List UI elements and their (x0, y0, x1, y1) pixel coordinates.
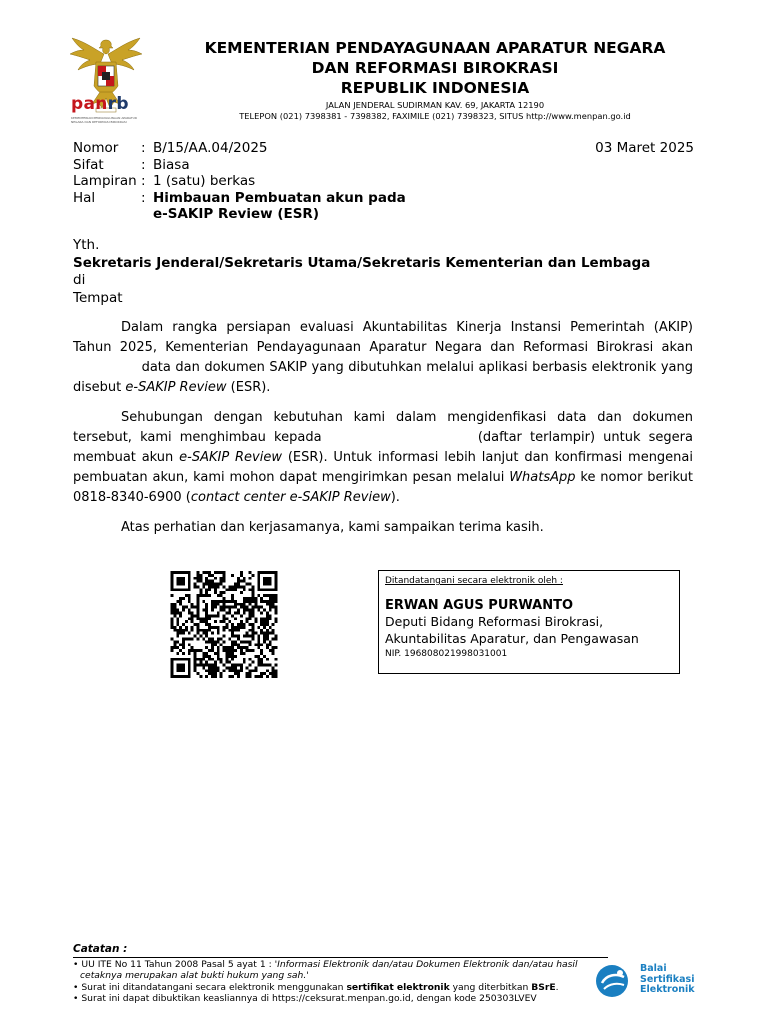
note-item-3: • Surat ini dapat dibuktikan keasliannya di https://ceksurat.menpan.go.id, dengan kode 250303LVEV (73, 993, 537, 1004)
p1-text-b: data dan dokumen SAKIP yang dibutuhkan melalui aplikasi berbasis elektronik yang disebut (73, 360, 693, 395)
notes-title: Catatan : (73, 943, 128, 955)
brand-pan: pan (71, 94, 108, 114)
meta-nomor (73, 140, 423, 157)
letter-meta (73, 140, 423, 223)
p2-text-e: ). (390, 490, 400, 505)
panrb-logo (71, 94, 129, 114)
bsre-line-1: Balai (640, 963, 667, 974)
nomor-label: Nomor (73, 140, 119, 156)
signed-note: Ditandatangani secara elektronik oleh : (385, 576, 563, 586)
colon: : (141, 173, 146, 189)
recipient-di: di (73, 272, 86, 288)
note2-text-e: . (555, 981, 559, 993)
recipient-name: Sekretaris Jenderal/Sekretaris Utama/Sekretaris Kementerian dan Lembaga (73, 254, 651, 271)
note1-text-a: UU ITE No 11 Tahun 2008 Pasal 5 ayat 1 : ' (81, 958, 278, 970)
letterhead-line-1: KEMENTERIAN PENDAYAGUNAAN APARATUR NEGARA (204, 39, 666, 57)
p2-emphasis-1: e-SAKIP Review (179, 450, 282, 465)
letter-body (73, 318, 693, 548)
note1-text-b: ' (306, 970, 309, 981)
paragraph-3: Atas perhatian dan kerjasamanya, kami sampaikan terima kasih. (121, 520, 544, 535)
nomor-value: B/15/AA.04/2025 (153, 140, 268, 156)
p2-emphasis-2: WhatsApp (509, 470, 576, 485)
note2-bold-1: sertifikat elektronik (346, 981, 450, 993)
address-line: JALAN JENDERAL SUDIRMAN KAV. 69, JAKARTA 12190 (325, 100, 545, 110)
p2-text-a: Sehubungan dengan kebutuhan kami dalam mengidenfikasi data dan dokumen tersebut, kami menghimbau kepada (73, 410, 693, 445)
signer-title-2: Akuntabilitas Aparatur, dan Pengawasan (385, 631, 639, 646)
note-item-1: • UU ITE No 11 Tahun 2008 Pasal 5 ayat 1 : 'Informasi Elektronik dan/atau Dokumen Elektronik dan/atau hasil cetaknya merupakan alat bukti hukum yang sah.' (73, 958, 578, 981)
p1-text-c: (ESR). (230, 380, 271, 395)
p1-text-a: Dalam rangka persiapan evaluasi Akuntabilitas Kinerja Instansi Pemerintah (AKIP) Tahun 2025, Kementerian Pendayagunaan Aparatur Negara dan Reformasi Birokrasi akan (73, 320, 693, 355)
note2-text-c: yang diterbitkan (452, 981, 529, 993)
bsre-label (640, 964, 695, 996)
letter-date: 03 Maret 2025 (595, 140, 694, 156)
letterhead-title (150, 38, 720, 98)
p2-text-d: ke nomor berikut 0818-8340-6900 ( (73, 470, 693, 505)
p2-emphasis-3: contact center e-SAKIP Review (190, 490, 391, 505)
sifat-value: Biasa (153, 156, 190, 173)
letterhead-address (150, 100, 720, 122)
note-item-2: • Surat ini ditandatangani secara elektronik menggunakan sertifikat elektronik yang diterbitkan BSrE. (73, 981, 559, 993)
yth: Yth. (73, 237, 100, 253)
bsre-line-2: Sertifikasi (640, 973, 695, 985)
meta-lampiran (73, 173, 423, 190)
p2-text-c: (ESR). Untuk informasi lebih lanjut dan konfirmasi mengenai pembuatan akun, kami mohon dapat mengirimkan pesan melalui (73, 450, 693, 485)
contact-line: TELEPON (021) 7398381 - 7398382, FAXIMILE (021) 7398323, SITUS http://www.menpan.go.id (239, 111, 631, 121)
qr-modules (171, 571, 278, 678)
paragraph-1 (73, 318, 693, 398)
p1-emphasis: e-SAKIP Review (125, 380, 227, 395)
signer-nip: NIP. 196808021998031001 (385, 649, 508, 659)
hal-label: Hal (73, 189, 96, 206)
recipient-block (73, 237, 650, 307)
letterhead-line-3: REPUBLIK INDONESIA (340, 79, 530, 97)
colon: : (141, 140, 146, 156)
recipient-place: Tempat (73, 289, 123, 306)
signer-title-1: Deputi Bidang Reformasi Birokrasi, (385, 614, 604, 629)
qr-code (168, 571, 280, 678)
lampiran-value: 1 (satu) berkas (153, 173, 256, 189)
sifat-label: Sifat (73, 156, 104, 173)
note2-bold-2: BSrE (531, 981, 556, 993)
brand-rb: rb (107, 94, 129, 114)
colon: : (141, 156, 146, 173)
note2-text-a: Surat ini ditandatangani secara elektronik menggunakan (81, 981, 344, 993)
colon: : (141, 189, 146, 206)
letterhead-line-2: DAN REFORMASI BIROKRASI (311, 59, 559, 77)
note1-emphasis: Informasi Elektronik dan/atau Dokumen Elektronik dan/atau hasil cetaknya merupakan alat bukti hukum yang sah. (80, 958, 578, 981)
paragraph-2 (73, 408, 693, 508)
meta-sifat (73, 157, 423, 174)
bsre-line-3: Elektronik (640, 984, 695, 995)
p2-text-b: (daftar terlampir) untuk segera membuat akun (73, 430, 693, 465)
meta-hal (73, 190, 423, 223)
notes-divider (73, 957, 608, 958)
hal-value: Himbauan Pembuatan akun pada e-SAKIP Review (ESR) (153, 189, 406, 222)
lampiran-label: Lampiran (73, 173, 137, 189)
note3-text: Surat ini dapat dibuktikan keasliannya di https://ceksurat.menpan.go.id, dengan kode 250303LVEV (81, 993, 537, 1004)
signer-name: ERWAN AGUS PURWANTO (385, 598, 573, 613)
bsre-logo-icon (594, 963, 634, 999)
footer-notes (73, 944, 613, 1005)
signature-box (378, 570, 680, 674)
brand-subtitle: KEMENTERIAN PENDAYAGUNAAN APARATUR NEGARA DAN REFORMASI BIROKRASI (71, 116, 137, 124)
